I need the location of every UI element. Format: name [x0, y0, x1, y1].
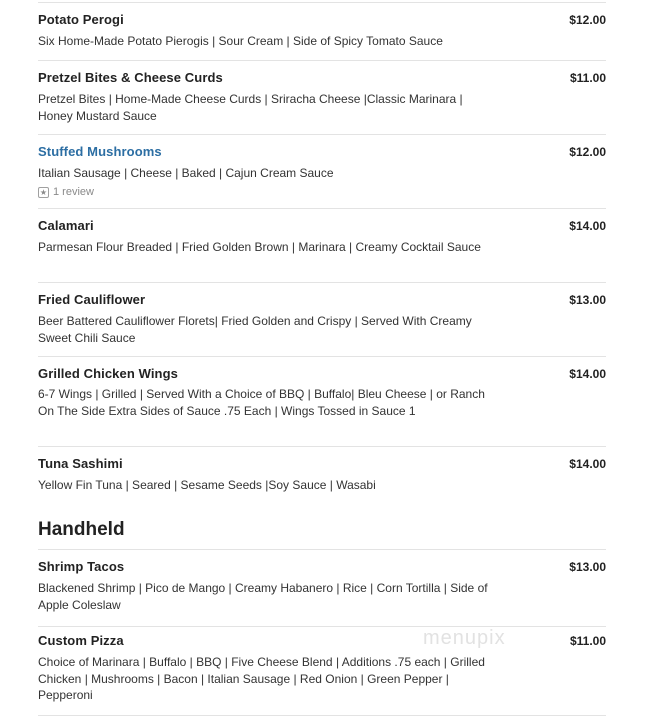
item-price: $14.00: [569, 219, 606, 233]
item-name-link[interactable]: Stuffed Mushrooms: [38, 144, 162, 159]
item-price: $13.00: [569, 560, 606, 574]
item-name: Calamari: [38, 218, 94, 233]
item-description: Yellow Fin Tuna | Seared | Sesame Seeds |Soy Sauce | Wasabi: [38, 478, 376, 492]
menu-item-pretzel-bites: [38, 61, 606, 135]
item-name: Tuna Sashimi: [38, 456, 123, 471]
item-description: Parmesan Flour Breaded | Fried Golden Brown | Marinara | Creamy Cocktail Sauce: [38, 240, 481, 254]
item-price: $14.00: [569, 457, 606, 471]
item-description: Blackened Shrimp | Pico de Mango | Creamy Habanero | Rice | Corn Tortilla | Side of Apple Coleslaw: [38, 581, 488, 612]
star-badge-icon: ★: [39, 187, 48, 197]
item-description: Six Home-Made Potato Pierogis | Sour Cream | Side of Spicy Tomato Sauce: [38, 34, 443, 48]
review-link[interactable]: [38, 186, 94, 198]
section-header-handheld: [38, 500, 606, 550]
item-description: Choice of Marinara | Buffalo | BBQ | Five Cheese Blend | Additions .75 each | Grilled Chicken | Mushrooms | Bacon | Italian Sausage | Red Onion | Green Pepper | Pepperoni: [38, 655, 485, 702]
menu-item-potato-perogi: [38, 0, 606, 61]
section-heading: Handheld: [38, 519, 125, 540]
watermark-logo: menupix: [423, 627, 506, 649]
menu-item-stuffed-mushrooms: [38, 135, 606, 209]
menu-item-custom-pizza: [38, 627, 606, 716]
item-description: Italian Sausage | Cheese | Baked | Cajun Cream Sauce: [38, 166, 334, 180]
item-price: $13.00: [569, 293, 606, 307]
item-description: 6-7 Wings | Grilled | Served With a Choice of BBQ | Buffalo| Bleu Cheese | or Ranch On The Side Extra Sides of Sauce .75 Each | Wings Tossed in Sauce 1: [38, 387, 485, 418]
item-name: Custom Pizza: [38, 633, 124, 648]
item-price: $11.00: [569, 634, 606, 648]
item-name: Grilled Chicken Wings: [38, 366, 178, 381]
item-name: Fried Cauliflower: [38, 292, 146, 307]
item-price: $11.00: [569, 71, 606, 85]
item-price: $12.00: [569, 13, 606, 27]
item-price: $14.00: [569, 367, 606, 381]
menu-item-calamari: [38, 209, 606, 283]
item-description: Beer Battered Cauliflower Florets| Fried Golden and Crispy | Served With Creamy Sweet Chili Sauce: [38, 314, 472, 345]
menu-item-tuna-sashimi: [38, 447, 606, 500]
menu-item-fried-cauliflower: [38, 283, 606, 357]
item-name: Pretzel Bites & Cheese Curds: [38, 70, 223, 85]
item-description: Pretzel Bites | Home-Made Cheese Curds | Sriracha Cheese |Classic Marinara | Honey Mustard Sauce: [38, 92, 463, 123]
review-count: 1 review: [53, 186, 94, 198]
item-price: $12.00: [569, 145, 606, 159]
menu-item-shrimp-tacos: [38, 550, 606, 627]
menu-item-grilled-chicken-wings: [38, 357, 606, 447]
item-name: Shrimp Tacos: [38, 559, 125, 574]
item-name: Potato Perogi: [38, 12, 124, 27]
